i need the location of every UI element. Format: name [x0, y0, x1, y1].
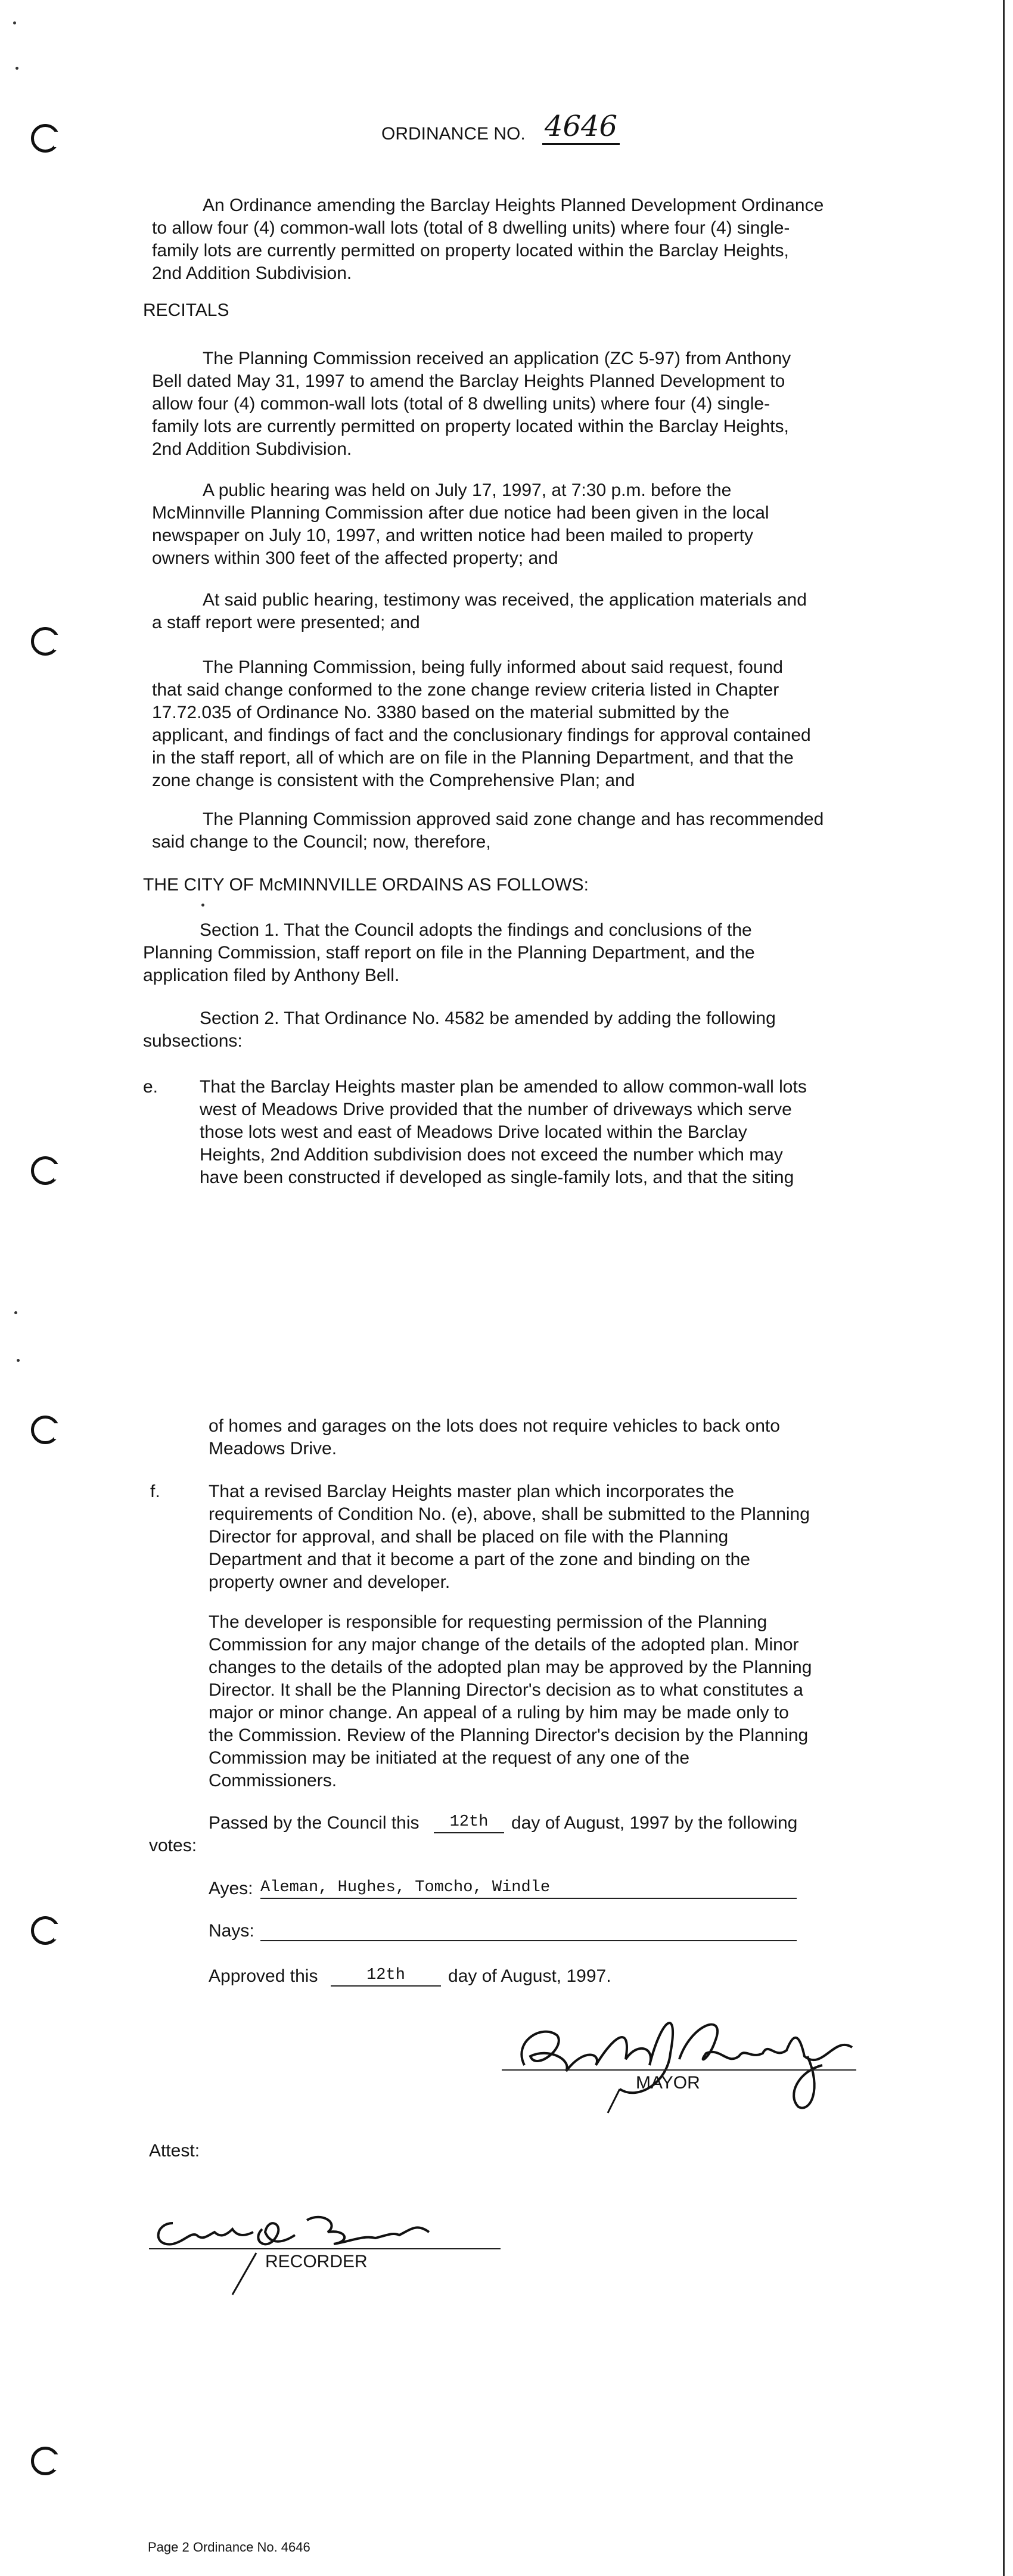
recitals-heading: RECITALS: [143, 300, 229, 320]
page-edge: [1003, 0, 1005, 2576]
mayor-signature-line: [502, 2069, 856, 2071]
recorder-label: RECORDER: [265, 2252, 368, 2271]
scan-speck: [14, 1311, 17, 1314]
binder-hole-icon: [31, 124, 60, 153]
ordinance-number-handwritten: 4646: [542, 110, 620, 145]
page-footer: Page 2 Ordinance No. 4646: [148, 2540, 310, 2555]
votes-label: votes:: [149, 1836, 197, 1855]
binder-hole-icon: [31, 1916, 60, 1945]
approved-day: 12th: [331, 1965, 441, 1987]
scan-speck: [15, 67, 18, 70]
mayor-label: MAYOR: [636, 2073, 700, 2093]
recorder-signature-line: [149, 2248, 501, 2249]
scan-speck: [13, 21, 16, 24]
ayes-label: Ayes:: [209, 1879, 253, 1898]
recorder-signature-icon: [149, 2199, 459, 2301]
ayes-value: Aleman, Hughes, Tomcho, Windle: [260, 1877, 797, 1899]
ordinance-title: ORDINANCE NO.: [381, 124, 526, 144]
binder-hole-icon: [31, 1156, 60, 1185]
ordains-heading: THE CITY OF McMINNVILLE ORDAINS AS FOLLOWS:: [143, 875, 589, 895]
scan-speck: [17, 1359, 20, 1362]
attest-label: Attest:: [149, 2141, 200, 2161]
nays-label: Nays:: [209, 1921, 254, 1941]
subsection-e-marker: e.: [143, 1077, 159, 1097]
binder-hole-icon: [31, 2447, 60, 2475]
scan-speck: [201, 904, 204, 907]
nays-value: [260, 1920, 797, 1941]
binder-hole-icon: [31, 1416, 60, 1444]
binder-hole-icon: [31, 627, 60, 656]
mayor-signature-icon: [501, 2000, 870, 2119]
document-page: ORDINANCE NO. 4646 An Ordinance amending the Barclay Heights Planned Development Ordinance to allow four (4) common-wall lots (total of 8 dwelling units) where four (4) single- family lots are currently permitted on property located within the Barclay Heights, 2nd Addition Subdivision. RECITALS The Planning Commission received an application (ZC 5-97) from Anthony Bell dated May 31, 1997 to amend the Barclay Heights Planned Development to allow four (4) common-wall lots (total of 8 dwelling units) where four (4) single- family lots are currently permitted on property located within the Barclay Heights, 2nd Addition Subdivision. A public hearing was held on July 17, 1997, at 7:30 p.m. before the McMinnville Planning Commission after due notice had been given in the local newspaper on July 10, 1997, and written notice had been mailed to property owners within 300 feet of the affected property; and At said public hearing, testimony was received, the application materials and a staff report were presented; and The Planning Commission, being fully informed about said request, found that said change conformed to the zone change review criteria listed in Chapter 17.72.035 of Ordinance No. 3380 based on the material submitted by the applicant, and findings of fact and the conclusionary findings for approval contained in the staff report, all of which are on file in the Planning Department, and that the zone change is consistent with the Comprehensive Plan; and The Planning Commission approved said zone change and has recommended said change to the Council; now, therefore, THE CITY OF McMINNVILLE ORDAINS AS FOLLOWS: Section 1. That the Council adopts the findings and conclusions of the Planning Commission, staff report on file in the Planning Department, and the application filed by Anthony Bell. Section 2. That Ordinance No. 4582 be amended by adding the following subsections: e. That the Barclay Heights master plan be amended to allow common-wall lots west of Meadows Drive provided that the number of driveways which serve those lots west and east of Meadows Drive located within the Barclay Heights, 2nd Addition subdivision does not exceed the number which may have been constructed if developed as single-family lots, and that the siting of homes and garages on the lots does not require vehicles to back onto Meadows Drive. f. That a revised Barclay Heights master plan which incorporates the requirements of Condition No. (e), above, shall be submitted to the Planning Director for approval, and shall be placed on file with the Planning Department and that it become a part of the zone and binding on the property owner and developer. The developer is responsible for requesting permission of the Planning Commission for any major change of the details of the adopted plan. Minor changes to the details of the adopted plan may be approved by the Planning Director. It shall be the Planning Director's decision as to what constitutes a major or minor change. An appeal of a ruling by him may be made only to the Commission. Review of the Planning Director's decision by the Planning Commission may be initiated at the request of any one of the Commissioners. Passed by the Council this 12th day of August, 1997 by the following votes: Ayes: Aleman, Hughes, Tomcho, Windle Nays: Approved this 12th day of August, 1997. MAYOR Attest: RECORDER Page 2 Ordinance No. 4646: [0, 0, 1013, 2576]
passed-day: 12th: [434, 1812, 504, 1833]
subsection-f-marker: f.: [150, 1482, 160, 1501]
